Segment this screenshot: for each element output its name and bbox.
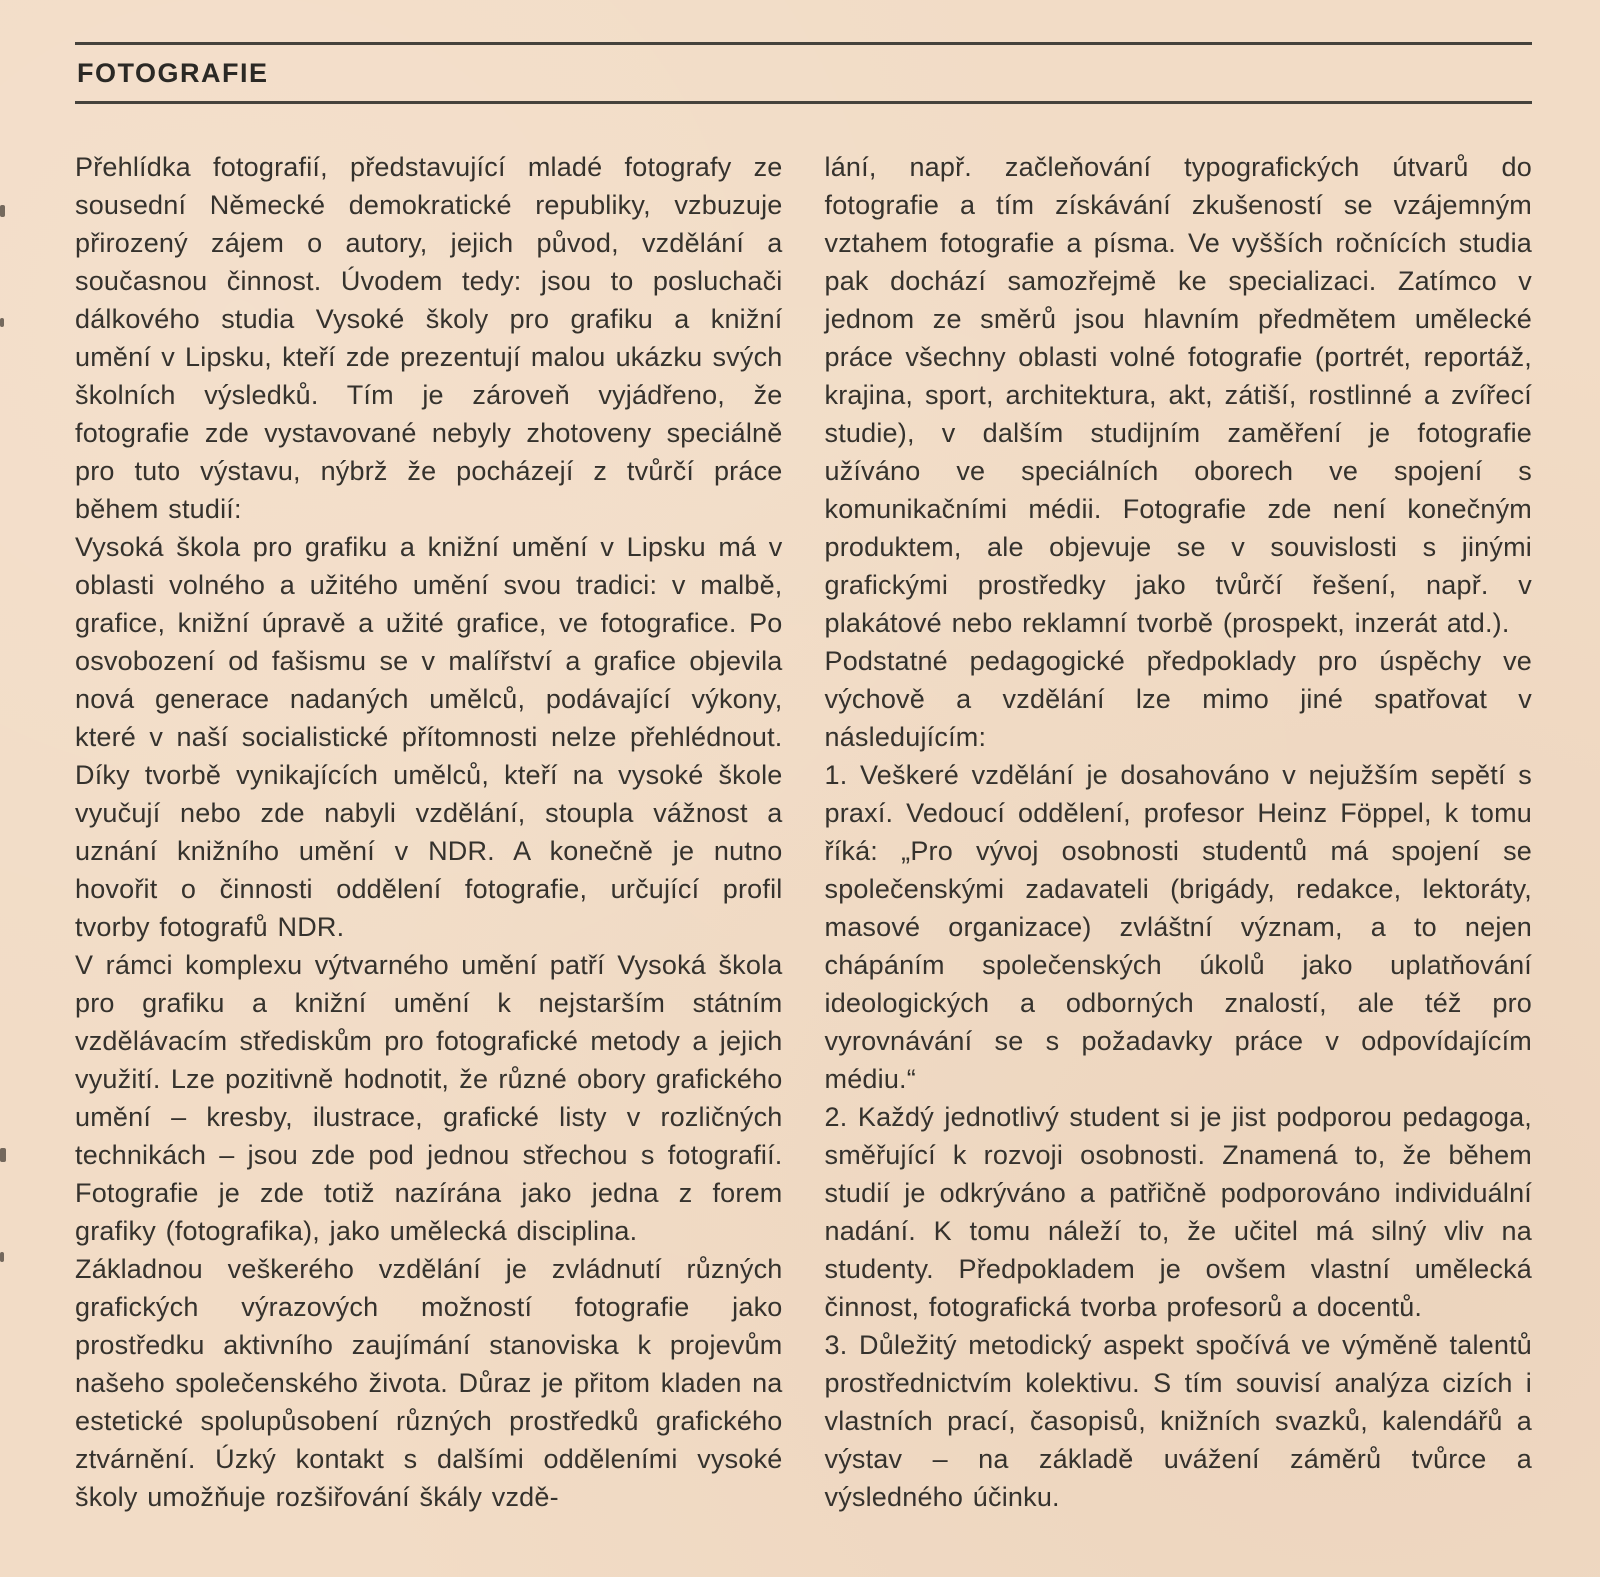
right-column: [825, 148, 1533, 1516]
paragraph: Podstatné pedagogické předpoklady pro úspěchy ve výchově a vzdělání lze mimo jiné spatřovat v následujícím:: [824, 646, 1532, 752]
scan-artifact: [0, 1252, 4, 1262]
scan-artifact: [0, 1148, 6, 1162]
paragraph: 1. Veškeré vzdělání je dosahováno v nejužším sepětí s praxí. Vedoucí oddělení, profesor Heinz Föppel, k tomu říká: „Pro vývoj osobnosti studentů má spojení se společenskými zadavateli (brigády, redakce, lektoráty, masové organizace) zvláštní význam, a to nejen chápáním společenských úkolů jako uplatňování ideologických a odborných znalostí, ale též pro vyrovnávání se s požadavky práce v odpovídajícím médiu.“: [824, 760, 1532, 1094]
paragraph: Přehlídka fotografií, představující mladé fotografy ze sousední Německé demokratické republiky, vzbuzuje přirozený zájem o autory, jejich původ, vzdělání a současnou činnost. Úvodem tedy: jsou to posluchači dálkového studia Vysoké školy pro grafiku a knižní umění v Lipsku, kteří zde prezentují malou ukázku svých školních výsledků. Tím je zároveň vyjádřeno, že fotografie zde vystavované nebyly zhotoveny speciálně pro tuto výstavu, nýbrž že pocházejí z tvůrčí práce během studií:: [75, 152, 783, 524]
paragraph: V rámci komplexu výtvarného umění patří Vysoká škola pro grafiku a knižní umění k nejstarším státním vzdělávacím střediskům pro fotografické metody a jejich využití. Lze pozitivně hodnotit, že různé obory grafického umění – kresby, ilustrace, grafické listy v rozličných technikách – jsou zde pod jednou střechou s fotografií. Fotografie je zde totiž nazírána jako jedna z forem grafiky (fotografika), jako umělecká disciplina.: [75, 950, 783, 1246]
paragraph: lání, např. začleňování typografických útvarů do fotografie a tím získávání zkušeností se vzájemným vztahem fotografie a písma. Ve vyšších ročnících studia pak dochází samozřejmě ke specializaci. Zatímco v jednom ze směrů jsou hlavním předmětem umělecké práce všechny oblasti volné fotografie (portrét, reportáž, krajina, sport, architektura, akt, zátiší, rostlinné a zvířecí studie), v dalším studijním zaměření je fotografie užíváno ve speciálních oborech ve spojení s komunikačními médii. Fotografie zde není konečným produktem, ale objevuje se v souvislosti s jinými grafickými prostředky jako tvůrčí řešení, např. v plakátové nebo reklamní tvorbě (prospekt, inzerát atd.).: [824, 152, 1532, 638]
heading-rule: [75, 101, 1532, 104]
text-columns: [75, 148, 1532, 1516]
top-rule: [75, 42, 1532, 45]
paragraph: Vysoká škola pro grafiku a knižní umění v Lipsku má v oblasti volného a užitého umění svou tradici: v malbě, grafice, knižní úpravě a užité grafice, ve fotografice. Po osvobození od fašismu se v malířství a grafice objevila nová generace nadaných umělců, podávající výkony, které v naší socialistické přítomnosti nelze přehlédnout. Díky tvorbě vynikajících umělců, kteří na vysoké škole vyučují nebo zde nabyli vzdělání, stoupla vážnost a uznání knižního umění v NDR. A konečně je nutno hovořit o činnosti oddělení fotografie, určující profil tvorby fotografů NDR.: [75, 532, 783, 942]
left-column: [75, 148, 783, 1516]
paragraph: Základnou veškerého vzdělání je zvládnutí různých grafických výrazových možností fotografie jako prostředku aktivního zaujímání stanoviska k projevům našeho společenského života. Důraz je přitom kladen na estetické spolupůsobení různých prostředků grafického ztvárnění. Úzký kontakt s dalšími odděleními vysoké školy umožňuje rozšiřování škály vzdě-: [75, 1254, 783, 1512]
paragraph: 3. Důležitý metodický aspekt spočívá ve výměně talentů prostřednictvím kolektivu. S tím souvisí analýza cizích i vlastních prací, časopisů, knižních svazků, kalendářů a výstav – na základě uvážení záměrů tvůrce a výsledného účinku.: [824, 1330, 1532, 1512]
page-heading: FOTOGRAFIE: [77, 58, 269, 88]
scan-artifact: [0, 318, 4, 327]
scan-artifact: [0, 205, 5, 217]
paragraph: 2. Každý jednotlivý student si je jist podporou pedagoga, směřující k rozvoji osobnosti. Znamená to, že během studií je odkrýváno a patřičně podporováno individuální nadání. K tomu náleží to, že učitel má silný vliv na studenty. Předpokladem je ovšem vlastní umělecká činnost, fotografická tvorba profesorů a docentů.: [824, 1102, 1532, 1322]
